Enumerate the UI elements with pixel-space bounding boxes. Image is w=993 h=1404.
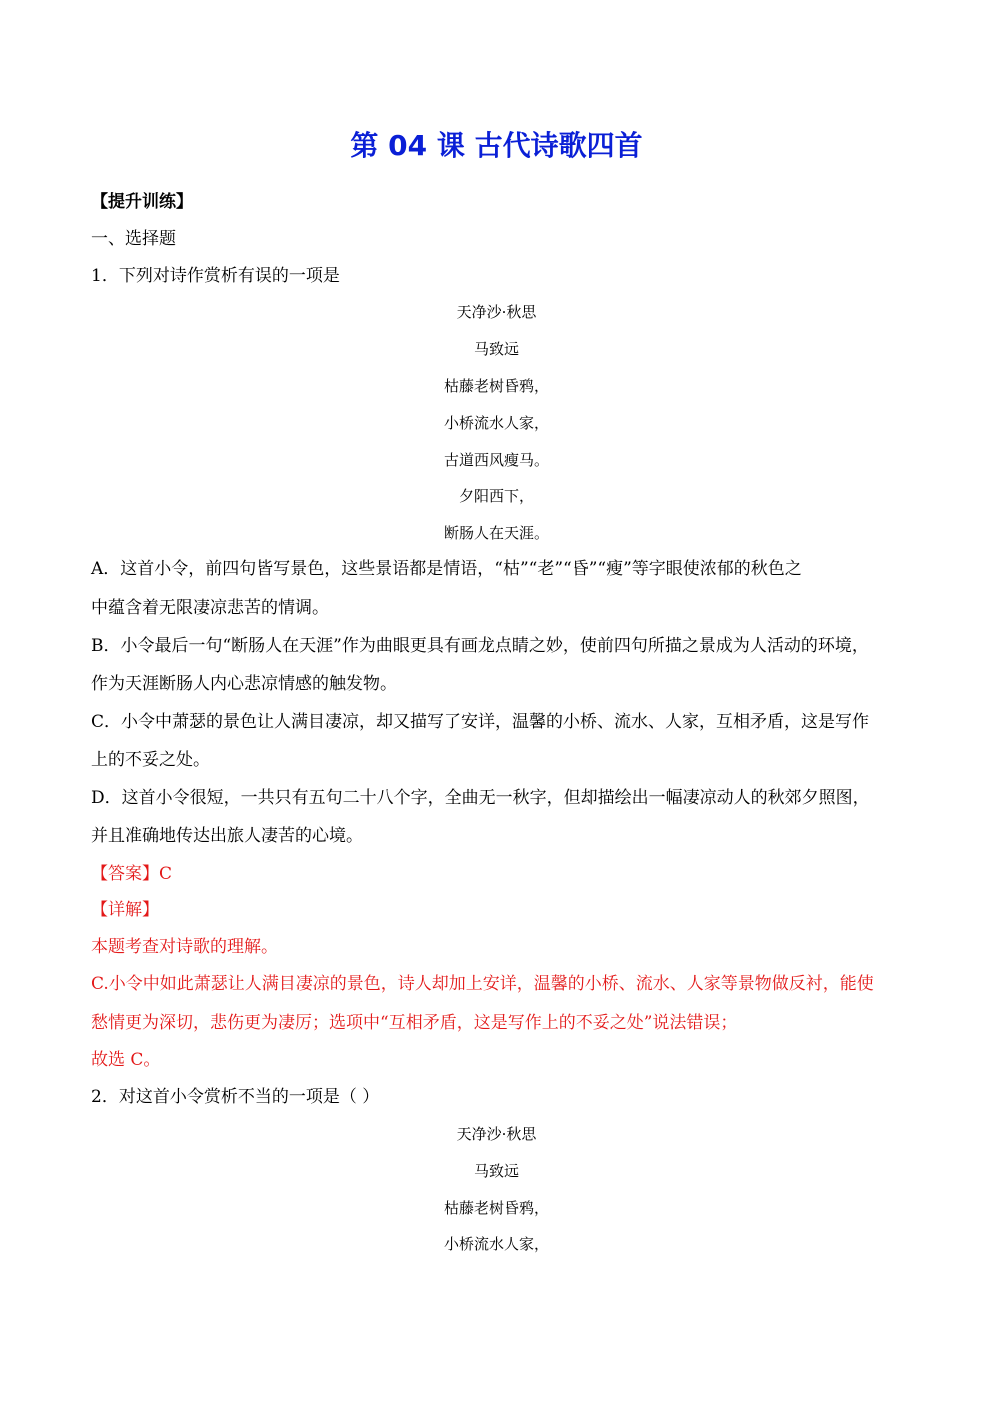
q1-explain-label: 【详解】	[91, 900, 159, 920]
q1-option-d-cont: 并且准确地传达出旅人凄苦的心境。	[91, 826, 363, 846]
section-label: 【提升训练】	[91, 192, 193, 212]
q1-option-c-cont: 上的不妥之处。	[91, 750, 210, 770]
q1-poem-line: 夕阳西下，	[458, 487, 534, 505]
page-title: 第 04 课 古代诗歌四首	[350, 129, 643, 162]
q1-explain-line: 故选 C。	[91, 1050, 161, 1070]
q1-poem-line: 小桥流水人家，	[443, 414, 549, 432]
q1-option-a-cont: 中蕴含着无限凄凉悲苦的情调。	[91, 598, 329, 618]
q1-answer: 【答案】C	[91, 864, 173, 884]
question-2-stem: 2．对这首小令赏析不当的一项是（ ）	[91, 1087, 380, 1107]
q1-option-b: B．小令最后一句“断肠人在天涯”作为曲眼更具有画龙点睛之妙，使前四句所描之景成为人活动的环境，	[91, 636, 869, 656]
q1-poem-author: 马致远	[473, 340, 519, 358]
q2-poem-line: 枯藤老树昏鸦，	[443, 1199, 549, 1217]
part-heading: 一、选择题	[91, 229, 176, 249]
q1-poem-line: 枯藤老树昏鸦，	[443, 377, 549, 395]
q1-option-b-cont: 作为天涯断肠人内心悲凉情感的触发物。	[91, 674, 397, 694]
q2-poem-author: 马致远	[473, 1162, 519, 1180]
q2-poem-title: 天净沙·秋思	[456, 1125, 537, 1143]
q1-poem-line: 断肠人在天涯。	[443, 524, 549, 542]
q1-poem-line: 古道西风瘦马。	[443, 451, 549, 469]
q2-poem-line: 小桥流水人家，	[443, 1235, 549, 1253]
q1-option-d: D．这首小令很短，一共只有五句二十八个字，全曲无一秋字，但却描绘出一幅凄凉动人的秋郊夕照图，	[91, 788, 870, 808]
question-1-stem: 1．下列对诗作赏析有误的一项是	[91, 266, 340, 286]
q1-explain-line: 愁情更为深切，悲伤更为凄厉；选项中“互相矛盾，这是写作上的不妥之处”说法错误；	[91, 1013, 738, 1033]
q1-explain-line: 本题考查对诗歌的理解。	[91, 937, 278, 957]
q1-option-a: A．这首小令，前四句皆写景色，这些景语都是情语，“枯”“老”“昏”“瘦”等字眼使浓郁的秋色之	[91, 559, 802, 579]
q1-poem-title: 天净沙·秋思	[456, 303, 537, 321]
q1-explain-line: C.小令中如此萧瑟让人满目凄凉的景色，诗人却加上安详，温馨的小桥、流水、人家等景物做反衬，能使	[91, 974, 874, 994]
q1-option-c: C．小令中萧瑟的景色让人满目凄凉，却又描写了安详，温馨的小桥、流水、人家，互相矛盾，这是写作	[91, 712, 870, 732]
